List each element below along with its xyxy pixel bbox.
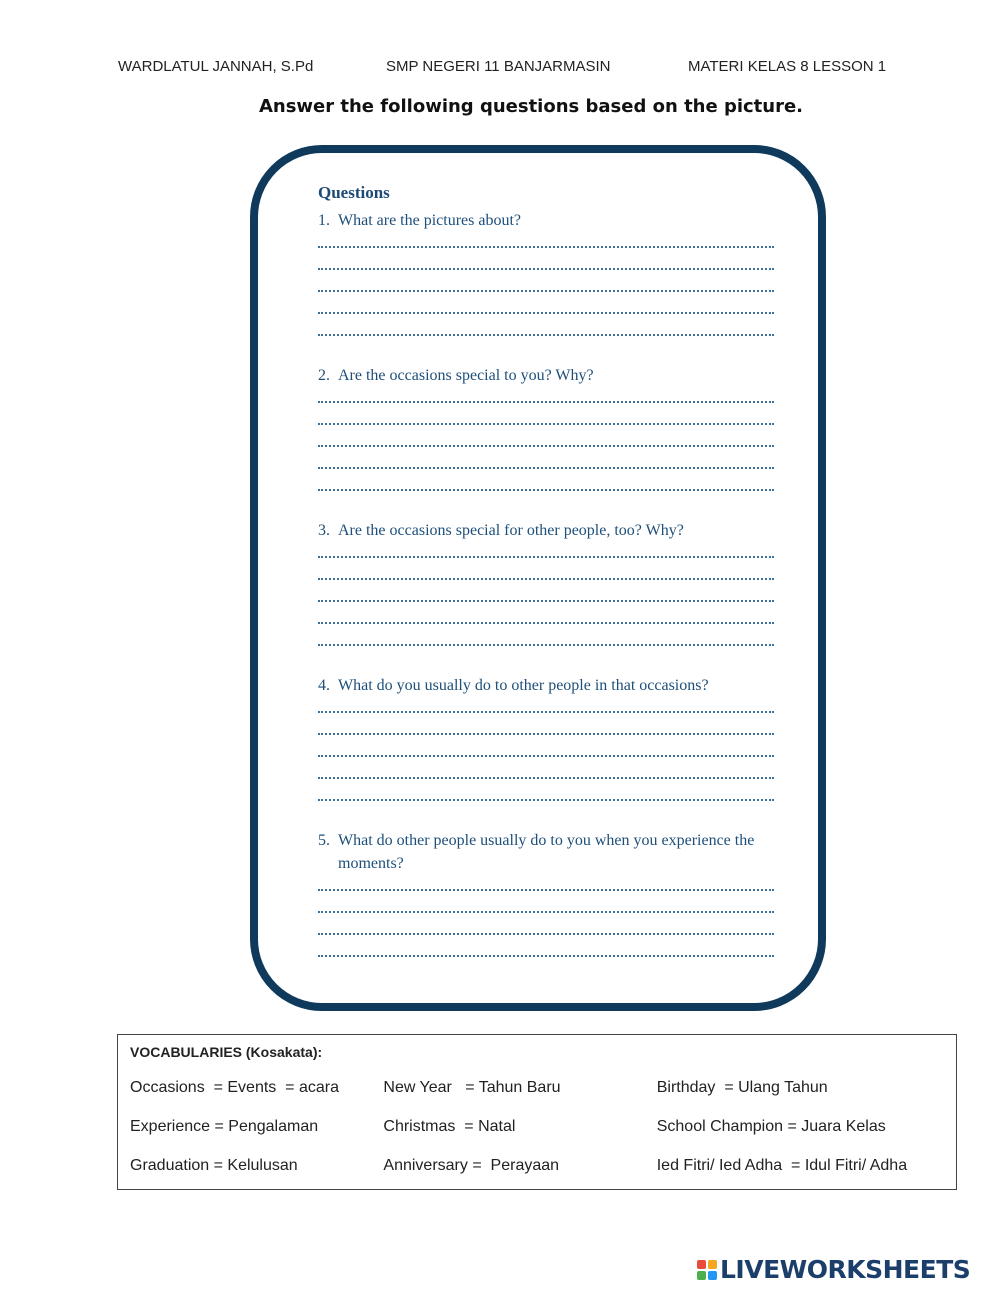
answer-line[interactable] [318,875,778,897]
answer-line[interactable] [318,431,778,453]
questions-section [318,183,778,985]
logo-square [697,1260,706,1269]
question-number: 2. [318,367,330,384]
question-3 [318,519,778,652]
answer-line[interactable] [318,254,778,276]
vocabulary-title: VOCABULARIES (Kosakata): [130,1044,323,1060]
vocab-entry: New Year = Tahun Baru [383,1079,561,1096]
question-text: Are the occasions special for other people, too? Why? [338,522,684,539]
question-number: 4. [318,677,330,694]
answer-line[interactable] [318,298,778,320]
answer-line[interactable] [318,542,778,564]
answer-line[interactable] [318,453,778,475]
vocabulary-box [117,1034,957,1190]
vocab-entry: Anniversary = Perayaan [383,1157,560,1174]
answer-line[interactable] [318,320,778,342]
vocab-entry: Ied Fitri/ Ied Adha = Idul Fitri/ Adha [656,1157,908,1174]
header-school: SMP NEGERI 11 BANJARMASIN [386,58,611,75]
answer-line[interactable] [318,941,778,963]
answer-line[interactable] [318,741,778,763]
answer-line[interactable] [318,897,778,919]
question-number: 5. [318,832,330,849]
logo-squares-icon [697,1260,717,1280]
question-text: Are the occasions special to you? Why? [338,367,594,384]
question-4 [318,674,778,807]
vocab-entry: Christmas = Natal [383,1118,516,1135]
answer-line[interactable] [318,608,778,630]
answer-line[interactable] [318,232,778,254]
vocab-entry: School Champion = Juara Kelas [656,1118,886,1135]
question-text: What do you usually do to other people in that occasions? [338,677,709,694]
question-5 [318,829,778,963]
answer-line[interactable] [318,387,778,409]
answer-line[interactable] [318,785,778,807]
question-text: What do other people usually do to you when you experience the moments? [338,832,755,872]
vocab-entry: Experience = Pengalaman [130,1118,319,1135]
questions-heading: Questions [318,183,390,202]
question-1 [318,209,778,342]
logo-square [708,1260,717,1269]
answer-line[interactable] [318,586,778,608]
answer-line[interactable] [318,919,778,941]
answer-line[interactable] [318,564,778,586]
logo-text: LIVEWORKSHEETS [720,1255,971,1284]
vocab-row [130,1118,956,1136]
vocab-row [130,1079,956,1097]
liveworksheets-logo[interactable] [697,1255,970,1284]
question-2 [318,364,778,497]
answer-line[interactable] [318,763,778,785]
answer-line[interactable] [318,276,778,298]
header-author: WARDLATUL JANNAH, S.Pd [118,58,314,75]
vocab-row [130,1157,956,1175]
vocab-entry: Graduation = Kelulusan [130,1157,298,1174]
question-number: 3. [318,522,330,539]
answer-line[interactable] [318,630,778,652]
instruction-heading: Answer the following questions based on the picture. [258,96,804,117]
vocab-entry: Birthday = Ulang Tahun [656,1079,828,1096]
vocab-entry: Occasions = Events = acara [130,1079,339,1096]
answer-line[interactable] [318,697,778,719]
question-text: What are the pictures about? [338,212,522,229]
logo-square [697,1271,706,1280]
answer-line[interactable] [318,475,778,497]
logo-square [708,1271,717,1280]
answer-line[interactable] [318,719,778,741]
header-material: MATERI KELAS 8 LESSON 1 [688,58,887,75]
answer-line[interactable] [318,409,778,431]
question-number: 1. [318,212,330,229]
